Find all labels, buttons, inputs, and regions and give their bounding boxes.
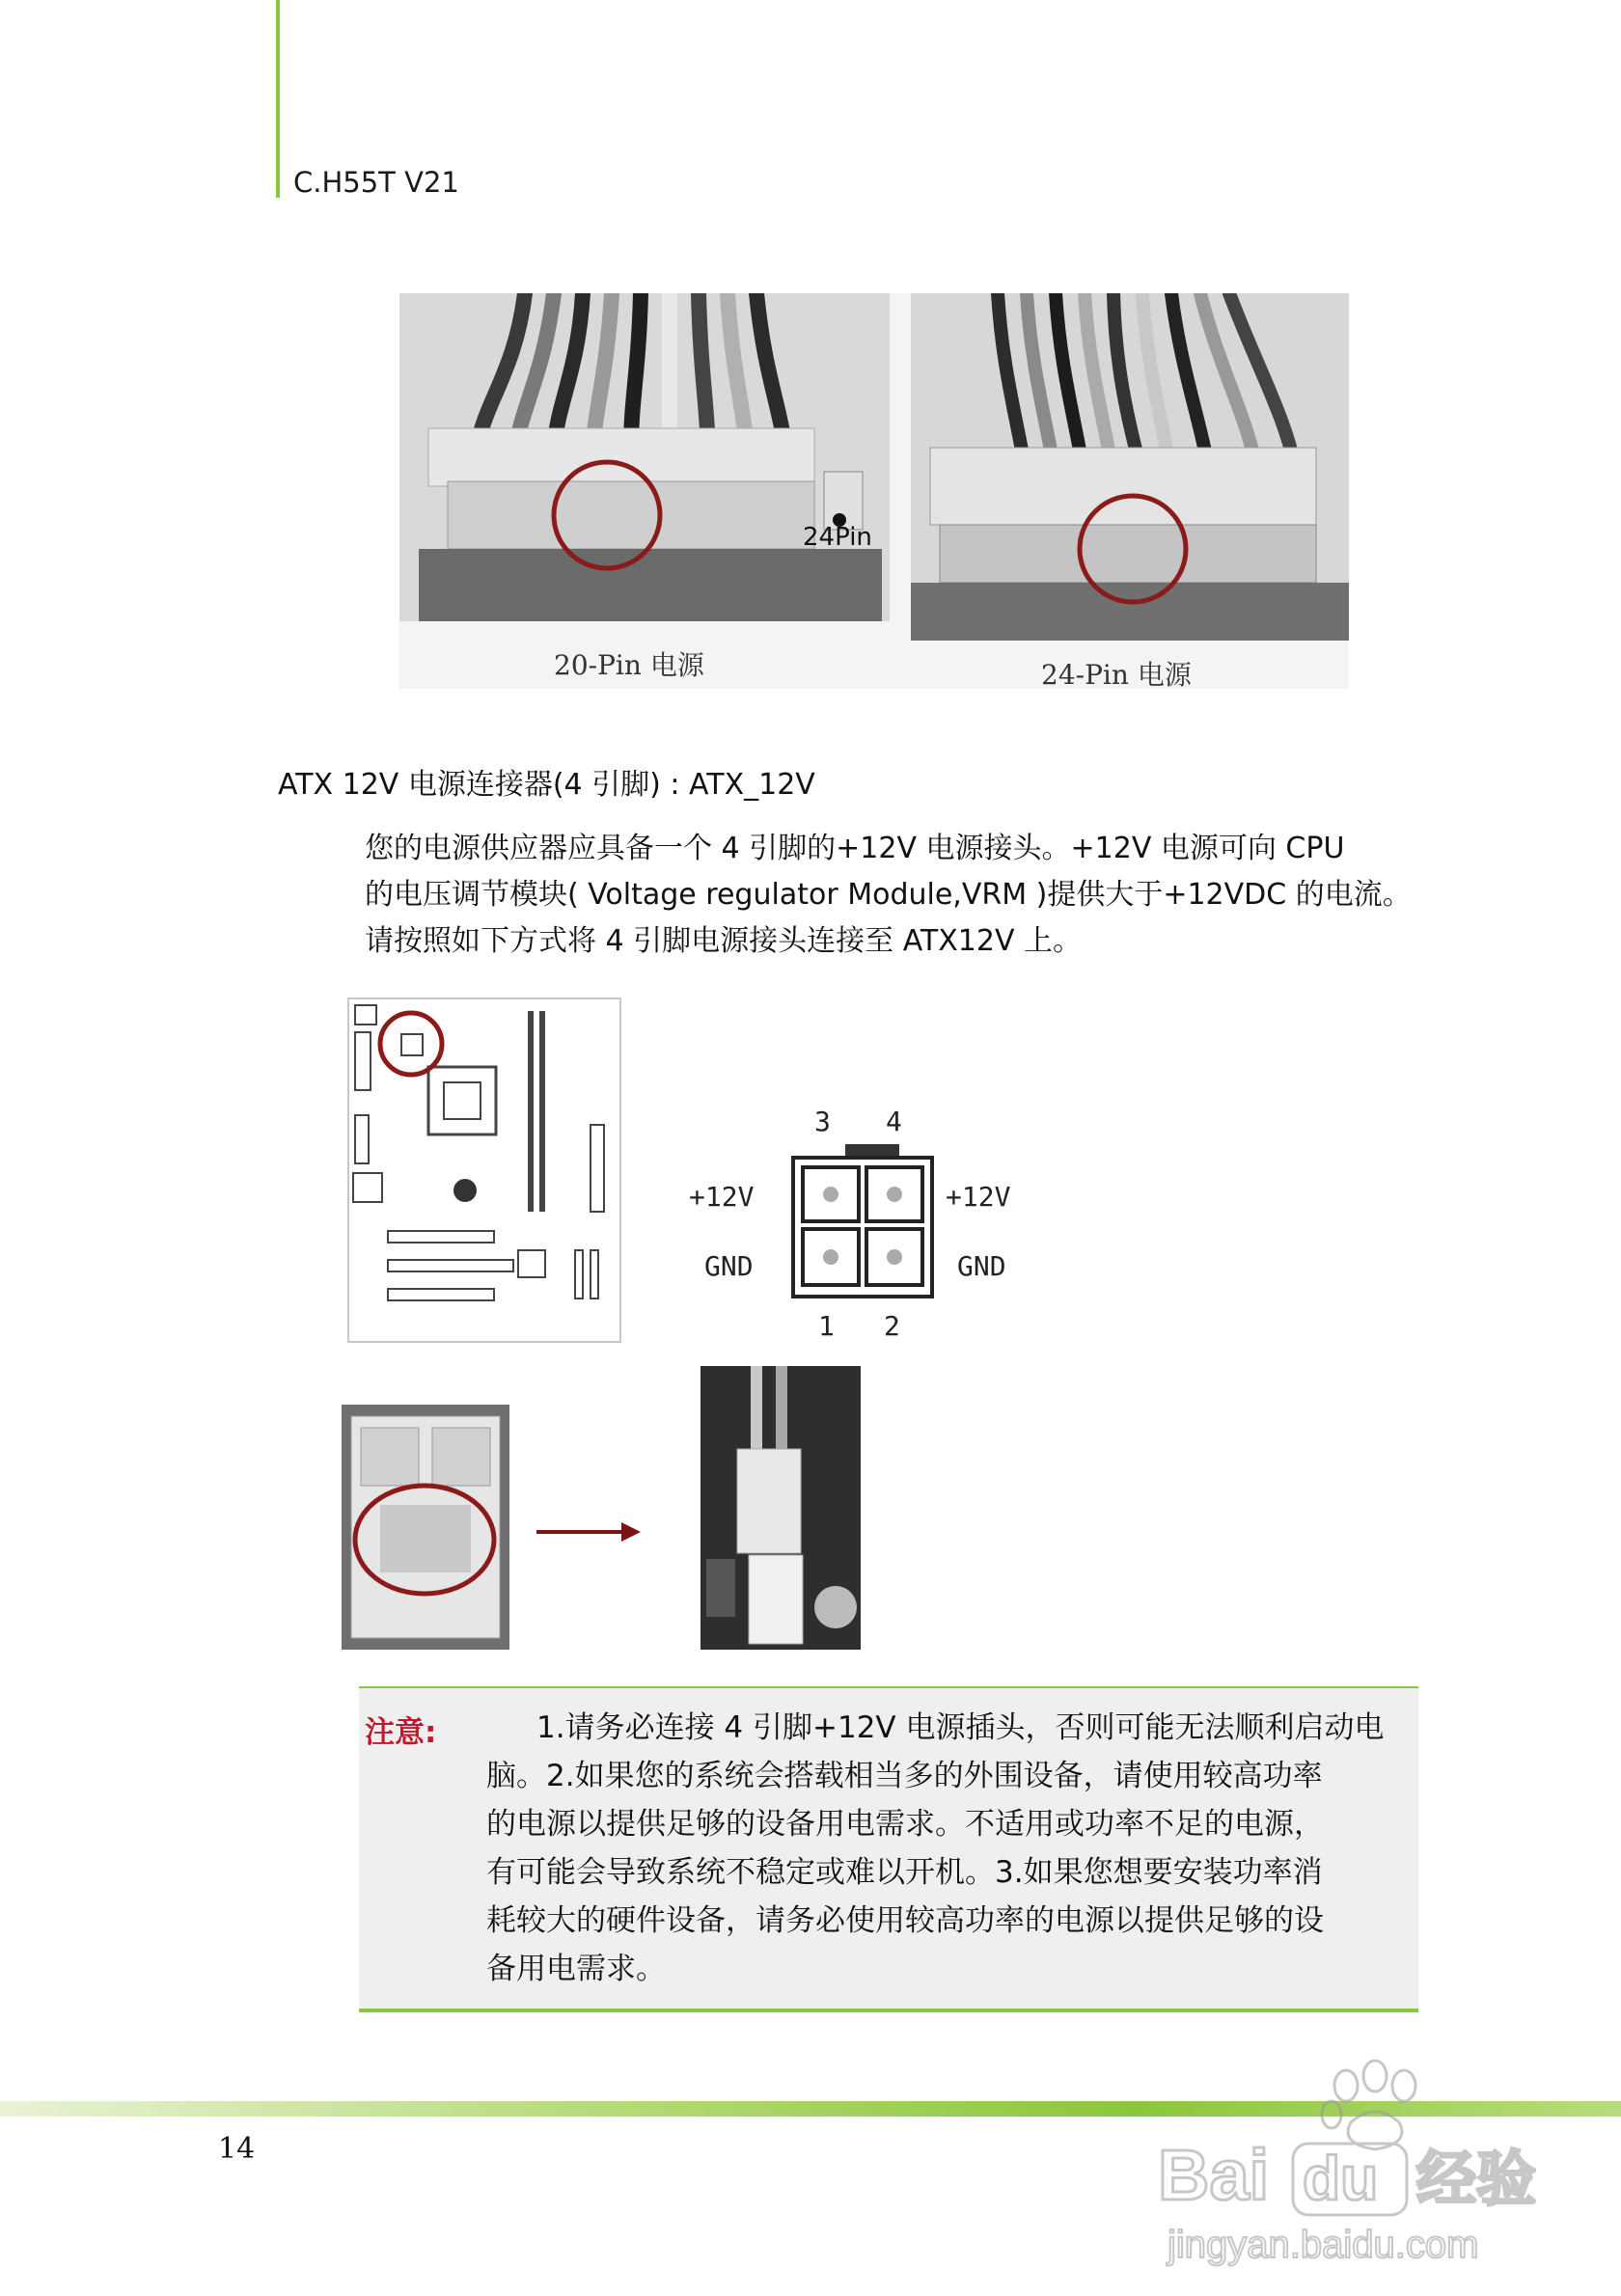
svg-text:经验: 经验 [1416,2144,1537,2214]
note-line: 备用电需求。 [486,1952,666,1986]
power-connector-photos [399,293,1349,689]
photo-20pin [399,293,890,621]
caption-24pin: 24-Pin 电源 [1041,659,1192,691]
note-line: 的电源以提供足够的设备用电需求。不适用或功率不足的电源， [486,1807,1324,1842]
baidu-jingyan-watermark-logo [1148,2055,1602,2286]
left-label-gnd: GND [704,1250,754,1282]
photo-24pin [911,293,1349,641]
connector-installed-photo [701,1366,861,1650]
left-label-12v: +12V [689,1181,755,1213]
header-model: C.H55T V21 [293,166,459,199]
pin-number-2: 2 [884,1310,900,1342]
section-paragraph [365,826,1416,965]
note-line: 脑。2.如果您的系统会搭载相当多的外围设备，请使用较高功率 [486,1759,1323,1793]
caption-20pin: 20-Pin 电源 [554,649,704,681]
page-number: 14 [218,2132,256,2166]
right-label-gnd: GND [957,1250,1006,1282]
pin-number-3: 3 [814,1106,831,1137]
note-line: 耗较大的硬件设备，请务必使用较高功率的电源以提供足够的设 [486,1903,1324,1938]
arrow-icon [536,1520,643,1544]
note-line: 1.请务必连接 4 引脚+12V 电源插头，否则可能无法顺利启动电 [536,1710,1385,1745]
note-label: 注意: [365,1715,437,1750]
svg-text:du: du [1303,2144,1379,2213]
connector-closeup-photo [342,1405,509,1650]
atx12v-pinout-diagram [656,1106,1061,1356]
motherboard-layout-diagram [347,998,621,1343]
note-line: 有可能会导致系统不稳定或难以开机。3.如果您想要安装功率消 [486,1855,1323,1890]
svg-text:Bai: Bai [1158,2135,1270,2215]
right-label-12v: +12V [946,1181,1011,1213]
header-accent-line [276,0,280,198]
note-text [486,1704,1413,1993]
paragraph-line: 的电压调节模块( Voltage regulator Module,VRM )提供大于+12VDC 的电流。 [365,878,1412,912]
paragraph-line: 您的电源供应器应具备一个 4 引脚的+12V 电源接头。+12V 电源可向 CPU [365,832,1345,865]
pin-label-24pin: 24Pin [803,523,872,552]
paragraph-line: 请按照如下方式将 4 引脚电源接头连接至 ATX12V 上。 [365,924,1082,958]
section-title: ATX 12V 电源连接器(4 引脚) : ATX_12V [278,768,815,802]
pin-number-4: 4 [886,1106,902,1137]
svg-text:jingyan.baidu.com: jingyan.baidu.com [1168,2224,1479,2266]
pin-number-1: 1 [818,1310,835,1342]
